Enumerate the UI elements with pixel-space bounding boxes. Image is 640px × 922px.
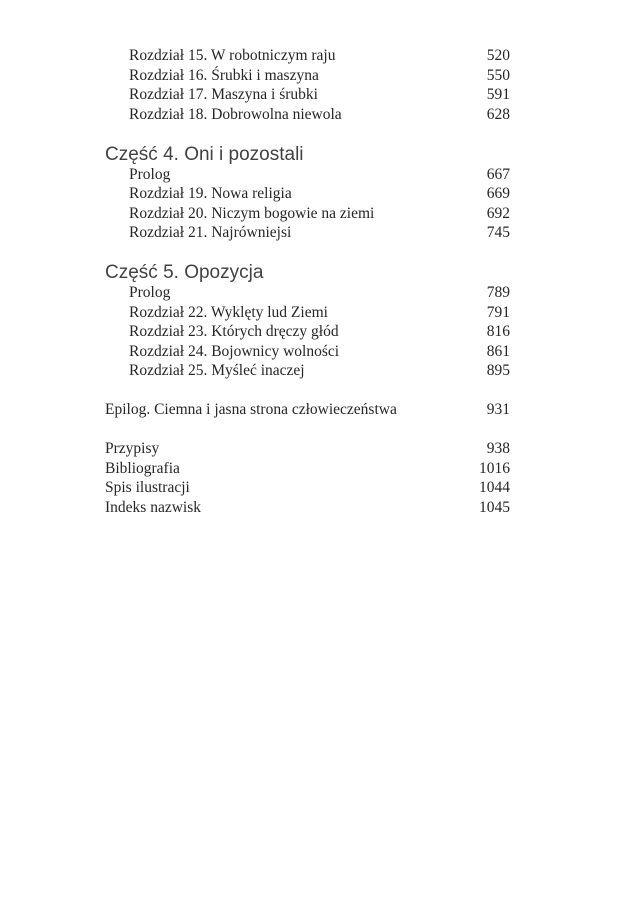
toc-section-part4: [105, 144, 510, 243]
toc-entry-label: Spis ilustracji: [105, 479, 190, 496]
toc-entry-page: 520: [486, 47, 510, 64]
part-heading: Część 5. Opozycja: [105, 262, 264, 283]
toc-entry-page: 667: [486, 165, 510, 183]
toc-backmatter-block: [105, 439, 510, 517]
toc-entry-label: Rozdział 24. Bojownicy wolności: [129, 342, 340, 360]
toc-epilog-block: [105, 400, 510, 420]
toc-entry-label: Rozdział 22. Wyklęty lud Ziemi: [129, 303, 328, 321]
toc-entry-page: 1016: [479, 459, 510, 477]
toc-entry-page: 938: [486, 440, 510, 457]
toc-entry: [105, 283, 510, 303]
toc-entry-label: Indeks nazwisk: [105, 498, 201, 516]
toc-entry: [105, 204, 510, 224]
toc-entry-page: 816: [486, 323, 510, 340]
toc-entry-label: Rozdział 20. Niczym bogowie na ziemi: [129, 204, 375, 222]
toc-entry: [105, 165, 510, 185]
toc-entry-label: Rozdział 16. Śrubki i maszyna: [129, 66, 319, 84]
toc-entry: [105, 303, 510, 323]
toc-entry: [105, 478, 510, 498]
toc-entry: [105, 342, 510, 362]
toc-entry-page: 789: [486, 284, 510, 301]
toc-entry-page: 1045: [479, 498, 510, 516]
toc-entry-page: 628: [486, 105, 510, 123]
toc-entry: [105, 498, 510, 518]
toc-entry-page: 895: [486, 362, 510, 379]
toc-entry: [105, 184, 510, 204]
toc-entry-label: Rozdział 15. W robotniczym raju: [129, 47, 336, 64]
toc-section-part3-continued: [105, 46, 510, 124]
toc-entry-label: Rozdział 19. Nowa religia: [129, 185, 292, 202]
toc-entry: [105, 66, 510, 86]
toc-entry-label: Rozdział 25. Myśleć inaczej: [129, 362, 305, 379]
toc-entry: [105, 322, 510, 342]
toc-entry-page: 791: [486, 303, 510, 321]
toc-entry-page: 550: [486, 66, 510, 84]
toc-entry: [105, 361, 510, 381]
toc-entry-page: 861: [486, 342, 510, 360]
toc-entry: [105, 439, 510, 459]
table-of-contents: [105, 0, 510, 517]
toc-entry-label: Bibliografia: [105, 459, 180, 477]
toc-entry-label: Prolog: [129, 165, 171, 183]
toc-entry-label: Epilog. Ciemna i jasna strona człowieczeństwa: [105, 401, 397, 418]
toc-entry: [105, 46, 510, 66]
toc-entry-page: 745: [486, 224, 510, 241]
toc-entry: [105, 223, 510, 243]
toc-entry-page: 669: [486, 185, 510, 202]
toc-entry-page: 591: [486, 86, 510, 103]
toc-entry-page: 1044: [479, 479, 510, 496]
toc-entry-label: Prolog: [129, 284, 171, 301]
toc-entry-page: 692: [486, 204, 510, 222]
toc-entry-page: 931: [486, 401, 510, 418]
toc-section-part5: [105, 262, 510, 381]
toc-entry-label: Rozdział 18. Dobrowolna niewola: [129, 105, 342, 123]
toc-entry: [105, 85, 510, 105]
toc-entry-label: Rozdział 21. Najrówniejsi: [129, 224, 292, 241]
toc-entry-label: Rozdział 23. Których dręczy głód: [129, 323, 339, 340]
toc-entry: [105, 459, 510, 479]
toc-entry: [105, 400, 510, 420]
toc-entry: [105, 105, 510, 125]
toc-entry-label: Rozdział 17. Maszyna i śrubki: [129, 86, 318, 103]
toc-entry-label: Przypisy: [105, 440, 160, 457]
part-heading: Część 4. Oni i pozostali: [105, 143, 304, 165]
